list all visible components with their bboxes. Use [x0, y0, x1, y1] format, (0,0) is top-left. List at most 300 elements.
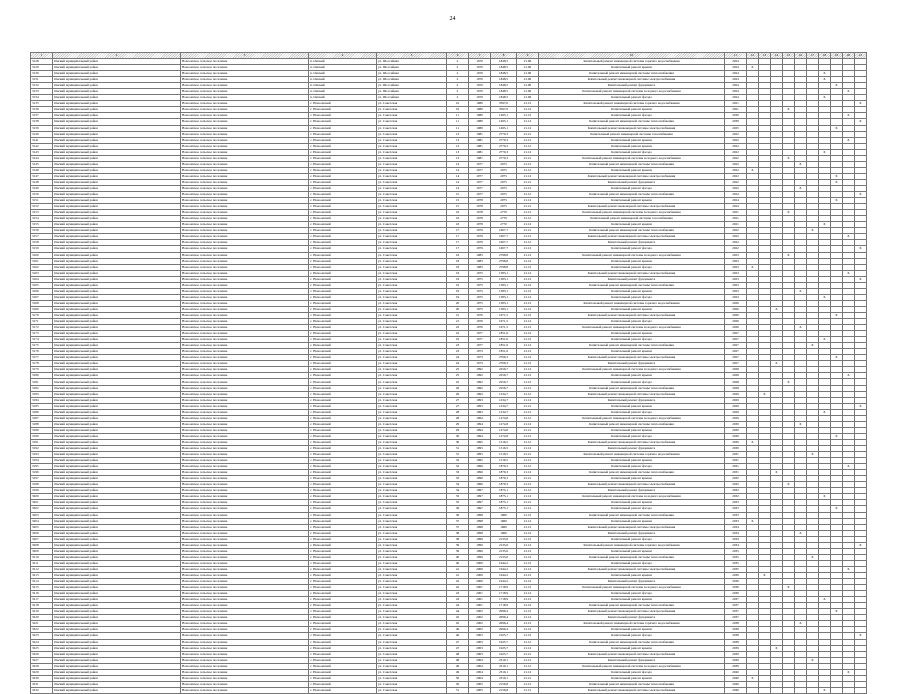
- table-cell: Новоомское сельское поселение: [181, 415, 309, 421]
- table-cell: Новоомское сельское поселение: [181, 107, 309, 113]
- table-cell: 15: [447, 192, 469, 198]
- table-cell: Новоомское сельское поселение: [181, 204, 309, 210]
- table-cell: 21.12: [517, 421, 539, 427]
- table-cell: 1848,5: [491, 77, 517, 83]
- table-cell: с. Новоомский: [309, 615, 377, 621]
- table-cell: с. Новоомский: [309, 482, 377, 488]
- table-cell: 2029: [725, 403, 747, 409]
- table-cell: 3141: [31, 137, 53, 143]
- table-cell: с. Новоомский: [309, 270, 377, 276]
- table-cell: Омский муниципальный район: [53, 548, 181, 554]
- table-cell: 2030: [725, 421, 747, 427]
- table-cell: 2030: [725, 433, 747, 439]
- table-cell: 2024: [725, 77, 747, 83]
- table-cell: п. Омский: [309, 59, 377, 65]
- table-cell: Омский муниципальный район: [53, 488, 181, 494]
- table-cell: Омский муниципальный район: [53, 161, 181, 167]
- table-cell: Новоомское сельское поселение: [181, 240, 309, 246]
- column-header: 2: [53, 53, 181, 59]
- table-cell: Омский муниципальный район: [53, 192, 181, 198]
- table-cell: 3200: [31, 494, 53, 500]
- table-cell: Омский муниципальный район: [53, 585, 181, 591]
- table-cell: с. Новоомский: [309, 101, 377, 107]
- table-cell: 3136: [31, 107, 53, 113]
- table-cell: ул. Советская: [377, 560, 447, 566]
- table-cell: ул. Советская: [377, 597, 447, 603]
- table-cell: Новоомское сельское поселение: [181, 627, 309, 633]
- table-cell: 2024: [725, 204, 747, 210]
- table-cell: Омский муниципальный район: [53, 524, 181, 530]
- table-cell: ул. Советская: [377, 228, 447, 234]
- table-cell: 3151: [31, 198, 53, 204]
- table-cell: 21.12: [517, 167, 539, 173]
- table-cell: Капитальный ремонт инженерной системы теплоснабжения: [539, 161, 725, 167]
- table-cell: ул. Советская: [377, 167, 447, 173]
- table-cell: 33: [447, 476, 469, 482]
- table-cell: Капитальный ремонт крыши: [539, 137, 725, 143]
- table-cell: с. Новоомский: [309, 464, 377, 470]
- table-cell: с. Новоомский: [309, 627, 377, 633]
- table-cell: 2022: [725, 167, 747, 173]
- mark-cell: X: [843, 464, 855, 470]
- table-cell: 2023: [725, 252, 747, 258]
- table-cell: 2: [447, 59, 469, 65]
- table-cell: Омский муниципальный район: [53, 391, 181, 397]
- mark-cell: X: [831, 198, 843, 204]
- table-cell: Капитальный ремонт фундамента: [539, 361, 725, 367]
- table-cell: 2: [447, 95, 469, 101]
- table-cell: 21.12: [517, 621, 539, 627]
- table-cell: 1998: [469, 530, 491, 536]
- table-cell: 1973: [469, 355, 491, 361]
- table-cell: Капитальный ремонт инженерной системы теплоснабжения: [539, 119, 725, 125]
- table-cell: 3207: [31, 536, 53, 542]
- table-cell: 42: [447, 579, 469, 585]
- table-cell: 21.12: [517, 294, 539, 300]
- table-cell: Новоомское сельское поселение: [181, 306, 309, 312]
- table-cell: с. Новоомский: [309, 518, 377, 524]
- table-cell: Новоомское сельское поселение: [181, 446, 309, 452]
- table-cell: Капитальный ремонт фундамента: [539, 615, 725, 621]
- table-cell: 3173: [31, 331, 53, 337]
- table-cell: Новоомское сельское поселение: [181, 500, 309, 506]
- table-cell: Новоомское сельское поселение: [181, 173, 309, 179]
- table-cell: 21.12: [517, 615, 539, 621]
- table-cell: 21.12: [517, 155, 539, 161]
- table-cell: 46: [447, 633, 469, 639]
- table-cell: 21.12: [517, 669, 539, 675]
- table-cell: Омский муниципальный район: [53, 458, 181, 464]
- table-cell: 18: [447, 258, 469, 264]
- table-cell: Капитальный ремонт фасада: [539, 337, 725, 343]
- table-cell: Новоомское сельское поселение: [181, 282, 309, 288]
- table-cell: Капитальный ремонт фасада: [539, 591, 725, 597]
- table-cell: ул. Советская: [377, 494, 447, 500]
- table-cell: Капитальный ремонт инженерной системы теплоснабжения: [539, 512, 725, 518]
- table-cell: 20: [447, 300, 469, 306]
- table-cell: 21.12: [517, 663, 539, 669]
- mark-cell: X: [855, 101, 867, 107]
- table-cell: ул. Советская: [377, 464, 447, 470]
- table-cell: с. Новоомский: [309, 204, 377, 210]
- table-cell: Капитальный ремонт инженерной системы холодного водоснабжения: [539, 325, 725, 331]
- table-cell: Капитальный ремонт инженерной системы электроснабжения: [539, 355, 725, 361]
- table-cell: Новоомское сельское поселение: [181, 512, 309, 518]
- table-cell: 2000: [469, 566, 491, 572]
- table-cell: 49: [447, 663, 469, 669]
- table-cell: с. Новоомский: [309, 397, 377, 403]
- table-cell: 2039: [725, 663, 747, 669]
- table-cell: Капитальный ремонт инженерной системы электроснабжения: [539, 77, 725, 83]
- table-cell: с. Новоомский: [309, 591, 377, 597]
- table-cell: 2036: [725, 585, 747, 591]
- table-cell: Капитальный ремонт фундамента: [539, 488, 725, 494]
- table-cell: Омский муниципальный район: [53, 421, 181, 427]
- table-cell: 21.12: [517, 494, 539, 500]
- table-cell: 3184: [31, 397, 53, 403]
- table-cell: 1383,1: [491, 270, 517, 276]
- table-cell: Омский муниципальный район: [53, 270, 181, 276]
- table-cell: 3203: [31, 512, 53, 518]
- table-cell: 3133: [31, 89, 53, 95]
- table-cell: 1978: [469, 216, 491, 222]
- table-cell: ул. Советская: [377, 651, 447, 657]
- table-cell: Омский муниципальный район: [53, 427, 181, 433]
- table-cell: 29: [447, 421, 469, 427]
- table-cell: 3220: [31, 615, 53, 621]
- table-cell: 2156,8: [491, 681, 517, 687]
- table-cell: 21.12: [517, 633, 539, 639]
- table-cell: Новоомское сельское поселение: [181, 669, 309, 675]
- table-cell: Капитальный ремонт крыши: [539, 476, 725, 482]
- table-cell: 21.12: [517, 391, 539, 397]
- table-cell: 2023: [725, 294, 747, 300]
- table-cell: 35: [447, 500, 469, 506]
- mark-cell: X: [819, 95, 831, 101]
- table-cell: Новоомское сельское поселение: [181, 615, 309, 621]
- table-cell: 1718,9: [491, 585, 517, 591]
- mark-cell: X: [795, 421, 807, 427]
- table-cell: Капитальный ремонт фасада: [539, 246, 725, 252]
- table-cell: Новоомское сельское поселение: [181, 258, 309, 264]
- table-cell: 1848,5: [491, 65, 517, 71]
- table-cell: 3165: [31, 282, 53, 288]
- table-cell: 3161: [31, 258, 53, 264]
- mark-cell: X: [795, 161, 807, 167]
- column-header: 5: [377, 53, 447, 59]
- table-cell: Новоомское сельское поселение: [181, 179, 309, 185]
- table-cell: Омский муниципальный район: [53, 621, 181, 627]
- table-cell: 21.12: [517, 482, 539, 488]
- table-cell: Капитальный ремонт фундамента: [539, 240, 725, 246]
- column-header: 14: [771, 53, 783, 59]
- mark-cell: X: [795, 325, 807, 331]
- table-cell: ул. Советская: [377, 421, 447, 427]
- table-cell: с. Новоомский: [309, 488, 377, 494]
- table-cell: Омский муниципальный район: [53, 343, 181, 349]
- table-cell: 21.12: [517, 530, 539, 536]
- table-cell: 1975: [469, 288, 491, 294]
- mark-cell: X: [855, 246, 867, 252]
- table-cell: ул. Советская: [377, 355, 447, 361]
- table-cell: 3211: [31, 560, 53, 566]
- table-cell: ул. Шоссейная: [377, 71, 447, 77]
- table-cell: 1274,8: [491, 421, 517, 427]
- table-cell: ул. Советская: [377, 258, 447, 264]
- mark-cell: X: [855, 192, 867, 198]
- mark-cell: X: [843, 373, 855, 379]
- table-cell: с. Новоомский: [309, 409, 377, 415]
- table-cell: 1994: [469, 433, 491, 439]
- table-cell: 1383,1: [491, 288, 517, 294]
- table-cell: 2002: [469, 621, 491, 627]
- mark-cell: X: [831, 83, 843, 89]
- table-cell: с. Новоомский: [309, 343, 377, 349]
- table-cell: 2135,6: [491, 548, 517, 554]
- table-cell: 3216: [31, 591, 53, 597]
- table-cell: Новоомское сельское поселение: [181, 137, 309, 143]
- mark-cell: [831, 687, 843, 693]
- table-cell: 2035: [725, 548, 747, 554]
- table-cell: 3197: [31, 476, 53, 482]
- table-cell: 13: [447, 155, 469, 161]
- table-cell: 2024: [725, 192, 747, 198]
- table-cell: 3225: [31, 645, 53, 651]
- table-cell: 2032: [725, 494, 747, 500]
- table-cell: 3162: [31, 264, 53, 270]
- table-cell: 3222: [31, 627, 53, 633]
- table-cell: 21.12: [517, 403, 539, 409]
- mark-cell: X: [771, 361, 783, 367]
- table-cell: с. Новоомский: [309, 458, 377, 464]
- table-cell: 51: [447, 687, 469, 693]
- table-cell: 3213: [31, 572, 53, 578]
- table-cell: 2004: [469, 675, 491, 681]
- table-cell: ул. Советская: [377, 252, 447, 258]
- column-header: 7: [469, 53, 491, 59]
- table-cell: Капитальный ремонт крыши: [539, 403, 725, 409]
- table-cell: 2030: [725, 427, 747, 433]
- table-cell: Капитальный ремонт инженерной системы теплоснабжения: [539, 639, 725, 645]
- table-cell: 2033: [725, 512, 747, 518]
- table-cell: 2022: [725, 155, 747, 161]
- table-cell: ул. Советская: [377, 397, 447, 403]
- table-cell: 21.12: [517, 427, 539, 433]
- table-cell: 27: [447, 403, 469, 409]
- table-cell: ул. Советская: [377, 234, 447, 240]
- table-cell: Капитальный ремонт инженерной системы горячего водоснабжения: [539, 59, 725, 65]
- table-cell: 43: [447, 591, 469, 597]
- mark-cell: X: [759, 572, 771, 578]
- table-cell: ул. Советская: [377, 639, 447, 645]
- table-cell: Капитальный ремонт инженерной системы электроснабжения: [539, 234, 725, 240]
- table-cell: с. Новоомский: [309, 542, 377, 548]
- table-cell: Новоомское сельское поселение: [181, 349, 309, 355]
- table-cell: ул. Советская: [377, 198, 447, 204]
- mark-cell: X: [747, 264, 759, 270]
- table-cell: 21.12: [517, 506, 539, 512]
- table-cell: Капитальный ремонт фундамента: [539, 397, 725, 403]
- table-cell: 21.12: [517, 470, 539, 476]
- column-header: 4: [309, 53, 377, 59]
- table-cell: 1718,9: [491, 603, 517, 609]
- table-cell: 17: [447, 234, 469, 240]
- table-cell: 2770,3: [491, 155, 517, 161]
- table-cell: ул. Советская: [377, 143, 447, 149]
- table-cell: 21.12: [517, 125, 539, 131]
- table-cell: 3128: [31, 59, 53, 65]
- table-cell: 3149: [31, 185, 53, 191]
- table-cell: 2000: [469, 579, 491, 585]
- table-cell: 2075: [491, 204, 517, 210]
- table-cell: Капитальный ремонт фундамента: [539, 179, 725, 185]
- table-cell: 1979: [469, 228, 491, 234]
- table-cell: 2022: [725, 149, 747, 155]
- mark-cell: X: [747, 675, 759, 681]
- table-cell: 17: [447, 246, 469, 252]
- table-cell: 1977: [469, 167, 491, 173]
- table-cell: 1973: [469, 361, 491, 367]
- table-cell: 2096,4: [491, 615, 517, 621]
- mark-cell: [807, 687, 819, 693]
- table-cell: Новоомское сельское поселение: [181, 542, 309, 548]
- table-cell: 2002: [469, 609, 491, 615]
- table-cell: Омский муниципальный район: [53, 222, 181, 228]
- table-cell: 2135,6: [491, 536, 517, 542]
- table-cell: 1274,8: [491, 427, 517, 433]
- table-cell: 1879,3: [491, 482, 517, 488]
- table-cell: 2038: [725, 633, 747, 639]
- table-cell: 1997: [469, 488, 491, 494]
- table-cell: 2028: [725, 373, 747, 379]
- table-cell: 2022: [725, 173, 747, 179]
- table-cell: 1718,9: [491, 597, 517, 603]
- table-cell: Новоомское сельское поселение: [181, 300, 309, 306]
- table-cell: Омский муниципальный район: [53, 361, 181, 367]
- table-cell: 1975: [469, 306, 491, 312]
- table-cell: 1671,5: [491, 312, 517, 318]
- table-cell: 21.12: [517, 252, 539, 258]
- table-cell: с. Новоомский: [309, 276, 377, 282]
- table-cell: 2798,8: [491, 264, 517, 270]
- table-cell: 2035: [725, 566, 747, 572]
- table-cell: 2023: [725, 258, 747, 264]
- table-cell: 3201: [31, 500, 53, 506]
- table-cell: 1848,5: [491, 89, 517, 95]
- column-header: 19: [831, 53, 843, 59]
- table-cell: Капитальный ремонт крыши: [539, 222, 725, 228]
- table-cell: ул. Советская: [377, 161, 447, 167]
- table-cell: Новоомское сельское поселение: [181, 579, 309, 585]
- table-cell: 2030: [725, 113, 747, 119]
- table-cell: 2023: [725, 270, 747, 276]
- table-cell: 1516,5: [491, 458, 517, 464]
- table-cell: 21: [447, 319, 469, 325]
- table-cell: Новоомское сельское поселение: [181, 609, 309, 615]
- table-cell: 2027: [725, 337, 747, 343]
- table-cell: 2037: [725, 603, 747, 609]
- table-cell: 1383,1: [491, 294, 517, 300]
- table-cell: 21.12: [517, 687, 539, 693]
- table-cell: 2001: [469, 603, 491, 609]
- table-cell: с. Новоомский: [309, 506, 377, 512]
- table-cell: 1983: [469, 258, 491, 264]
- table-cell: 1671,5: [491, 325, 517, 331]
- table-cell: Капитальный ремонт инженерной системы горячего водоснабжения: [539, 542, 725, 548]
- table-cell: 2003: [469, 651, 491, 657]
- table-cell: Омский муниципальный район: [53, 494, 181, 500]
- table-cell: 17: [447, 228, 469, 234]
- page-number: 24: [449, 16, 456, 22]
- table-cell: 1977: [469, 337, 491, 343]
- table-cell: Новоомское сельское поселение: [181, 633, 309, 639]
- table-cell: с. Новоомский: [309, 288, 377, 294]
- table-cell: 2024: [725, 95, 747, 101]
- table-cell: 3215: [31, 585, 53, 591]
- table-cell: 44: [447, 609, 469, 615]
- column-header: 8: [491, 53, 517, 59]
- table-row: [31, 687, 867, 693]
- table-cell: 1992: [469, 379, 491, 385]
- table-cell: 2024: [725, 83, 747, 89]
- table-cell: 1976: [469, 319, 491, 325]
- table-cell: 2: [447, 77, 469, 83]
- table-cell: Омский муниципальный район: [53, 609, 181, 615]
- table-cell: 3134: [31, 95, 53, 101]
- table-cell: Новоомское сельское поселение: [181, 391, 309, 397]
- table-cell: 36: [447, 506, 469, 512]
- column-header: 11: [725, 53, 747, 59]
- mark-cell: X: [843, 137, 855, 143]
- table-cell: Новоомское сельское поселение: [181, 131, 309, 137]
- table-cell: с. Новоомский: [309, 252, 377, 258]
- table-cell: 21.06: [517, 77, 539, 83]
- table-cell: Омский муниципальный район: [53, 349, 181, 355]
- table-cell: Новоомское сельское поселение: [181, 433, 309, 439]
- table-cell: 2031: [725, 464, 747, 470]
- table-cell: ул. Советская: [377, 155, 447, 161]
- table-cell: 24: [447, 355, 469, 361]
- mark-cell: X: [843, 113, 855, 119]
- table-cell: с. Новоомский: [309, 572, 377, 578]
- table-cell: Новоомское сельское поселение: [181, 591, 309, 597]
- table-cell: 1944,2: [491, 572, 517, 578]
- table-cell: Новоомское сельское поселение: [181, 119, 309, 125]
- mark-cell: X: [759, 391, 771, 397]
- table-cell: Омский муниципальный район: [53, 204, 181, 210]
- table-cell: 2024: [725, 198, 747, 204]
- table-cell: с. Новоомский: [309, 185, 377, 191]
- table-cell: 23: [447, 349, 469, 355]
- table-cell: 14: [447, 167, 469, 173]
- table-cell: 3206: [31, 530, 53, 536]
- table-cell: с. Новоомский: [309, 439, 377, 445]
- table-cell: 48: [447, 651, 469, 657]
- table-cell: 21.12: [517, 524, 539, 530]
- table-cell: Капитальный ремонт инженерной системы газоснабжения: [539, 216, 725, 222]
- table-cell: ул. Советская: [377, 379, 447, 385]
- table-cell: 1997: [469, 494, 491, 500]
- table-cell: 17: [447, 240, 469, 246]
- table-cell: Капитальный ремонт инженерной системы холодного водоснабжения: [539, 252, 725, 258]
- table-cell: 2029: [725, 397, 747, 403]
- table-cell: ул. Советская: [377, 518, 447, 524]
- table-cell: 21.06: [517, 89, 539, 95]
- table-cell: с. Новоомский: [309, 234, 377, 240]
- table-cell: с. Новоомский: [309, 131, 377, 137]
- table-cell: Омский муниципальный район: [53, 113, 181, 119]
- table-cell: Новоомское сельское поселение: [181, 319, 309, 325]
